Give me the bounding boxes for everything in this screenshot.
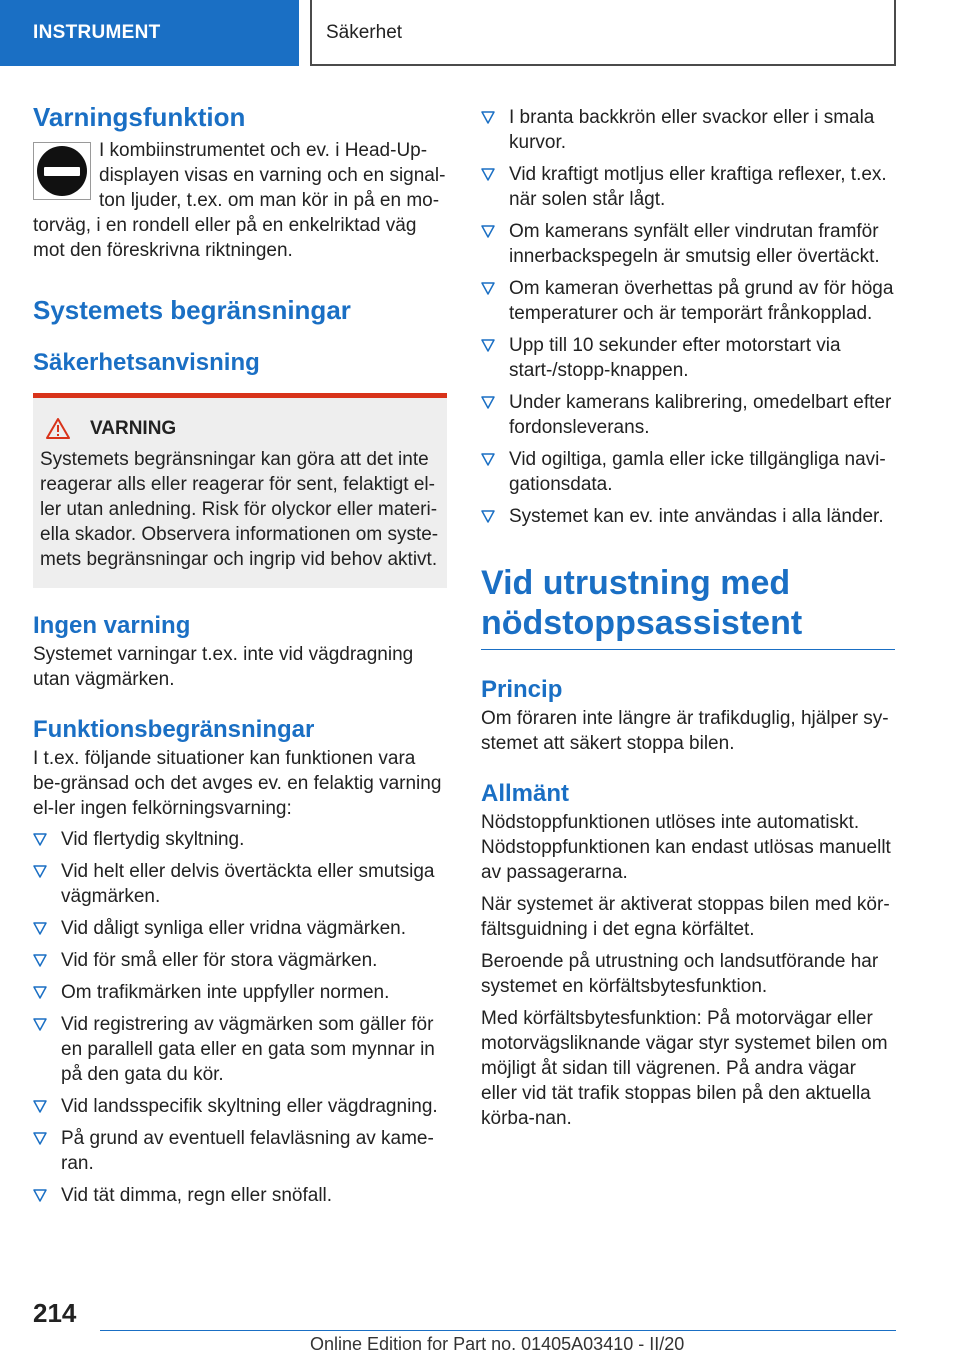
paragraph-princip: Om föraren inte längre är trafikduglig, hjälper sy-stemet att säkert stoppa bilen. [481,708,889,754]
chapter-tab: INSTRUMENT [0,0,299,66]
left-bullet-list [33,827,447,1208]
left-column [33,100,447,1215]
heading-funktionsbegransningar: Funktionsbegränsningar [33,716,315,743]
heading-systemets-begransningar: Systemets begränsningar [33,295,351,325]
triangle-bullet-icon [33,1018,47,1031]
list-item: Vid ogiltiga, gamla eller icke tillgängliga navi-gationsdata. [481,447,895,497]
triangle-bullet-icon [481,396,495,409]
list-item: Vid helt eller delvis övertäckta eller smutsiga vägmärken. [33,859,447,909]
list-item: Om trafikmärken inte uppfyller normen. [33,980,447,1005]
heading-vid-utrustning: Vid utrustning med [481,564,791,602]
triangle-bullet-icon [33,1189,47,1202]
triangle-bullet-icon [481,168,495,181]
paragraph-allmant-3: Beroende på utrustning och landsutförande har systemet en körfältsbytesfunktion. [481,951,879,997]
heading-ingen-varning: Ingen varning [33,612,191,639]
list-item: Vid landsspecifik skyltning eller vägdragning. [33,1094,447,1119]
triangle-bullet-icon [481,510,495,523]
section-title: Säkerhet [310,0,896,66]
list-item: Vid kraftigt motljus eller kraftiga reflexer, t.ex. när solen står lågt. [481,162,895,212]
lead-block [33,138,447,263]
right-column [481,105,895,1131]
paragraph-funktionsbegransningar: I t.ex. följande situationer kan funktionen vara be-gränsad och det avges ev. en felaktig varning el-ler ingen felkörningsvarning: [33,748,442,819]
triangle-bullet-icon [33,1100,47,1113]
lead-paragraph: I kombiinstrumentet och ev. i Head-Up-displayen visas en varning och en signal-ton ljuder, t.ex. om man kör in på en mo-torväg, i en rondell eller på en enkelriktad väg mot den föreskrivna riktningen. [33,140,446,261]
list-item: Vid registrering av vägmärken som gäller för en parallell gata eller en gata som mynnar in på den gata du kör. [33,1012,447,1087]
warning-box [33,393,447,588]
heading-allmant: Allmänt [481,780,570,807]
paragraph-ingen-varning: Systemet varningar t.ex. inte vid vägdragning utan vägmärken. [33,644,414,690]
heading-nodstoppsassistent: nödstoppsassistent [481,604,803,642]
list-item: På grund av eventuell felavläsning av kame-ran. [33,1126,447,1176]
triangle-bullet-icon [33,865,47,878]
triangle-bullet-icon [481,282,495,295]
heading-nodstopp-block [481,563,895,650]
list-item: Under kamerans kalibrering, omedelbart efter fordonsleverans. [481,390,895,440]
heading-princip: Princip [481,676,563,703]
paragraph-allmant-4: Med körfältsbytesfunktion: På motorvägar eller motorvägsliknande vägar styr systemet bilen om möjligt åt sidan till vägrenen. På andra vägar eller vid tät trafik stoppas bilen på den aktuella körba-nan. [481,1008,888,1129]
triangle-bullet-icon [33,922,47,935]
triangle-bullet-icon [481,111,495,124]
list-item: I branta backkrön eller svackor eller i smala kurvor. [481,105,895,155]
list-item: Vid för små eller för stora vägmärken. [33,948,447,973]
triangle-bullet-icon [33,986,47,999]
page-number: 214 [33,1298,77,1328]
list-item: Systemet kan ev. inte användas i alla länder. [481,504,895,529]
list-item: Vid flertydig skyltning. [33,827,447,852]
triangle-bullet-icon [33,954,47,967]
page-header [0,0,960,66]
list-item: Upp till 10 sekunder efter motorstart via start-/stopp-knappen. [481,333,895,383]
footer-edition: Online Edition for Part no. 01405A03410 - II/20 [310,1334,685,1354]
list-item: Om kameran överhettas på grund av för höga temperaturer och är temporärt frånkopplad. [481,276,895,326]
warning-header [40,416,440,441]
warning-label: VARNING [90,418,177,439]
triangle-bullet-icon [33,1132,47,1145]
triangle-bullet-icon [481,225,495,238]
triangle-bullet-icon [33,833,47,846]
list-item: Vid dåligt synliga eller vridna vägmärken. [33,916,447,941]
triangle-bullet-icon [481,339,495,352]
no-entry-icon [33,142,91,200]
warning-triangle-icon [46,417,70,441]
paragraph-allmant-1: Nödstoppfunktionen utlöses inte automatiskt. Nödstoppfunktionen kan endast utlösas manuellt av passagerarna. [481,812,891,883]
warning-text: Systemets begränsningar kan göra att det inte reagerar alls eller reagerar för sent, felaktigt el-ler utan anledning. Risk för olyckor eller materi-ella skador. Observera informationen om syste-mets begränsningar och ingrip vid behov aktivt. [40,449,439,570]
paragraph-allmant-2: När systemet är aktiverat stoppas bilen med kör-fältsguidning i det egna körfältet. [481,894,890,940]
heading-varningsfunktion: Varningsfunktion [33,102,246,132]
heading-sakerhetsanvisning: Säkerhetsanvisning [33,349,260,376]
triangle-bullet-icon [481,453,495,466]
list-item: Om kamerans synfält eller vindrutan framför innerbackspegeln är smutsig eller övertäckt. [481,219,895,269]
right-bullet-list [481,105,895,529]
list-item: Vid tät dimma, regn eller snöfall. [33,1183,447,1208]
